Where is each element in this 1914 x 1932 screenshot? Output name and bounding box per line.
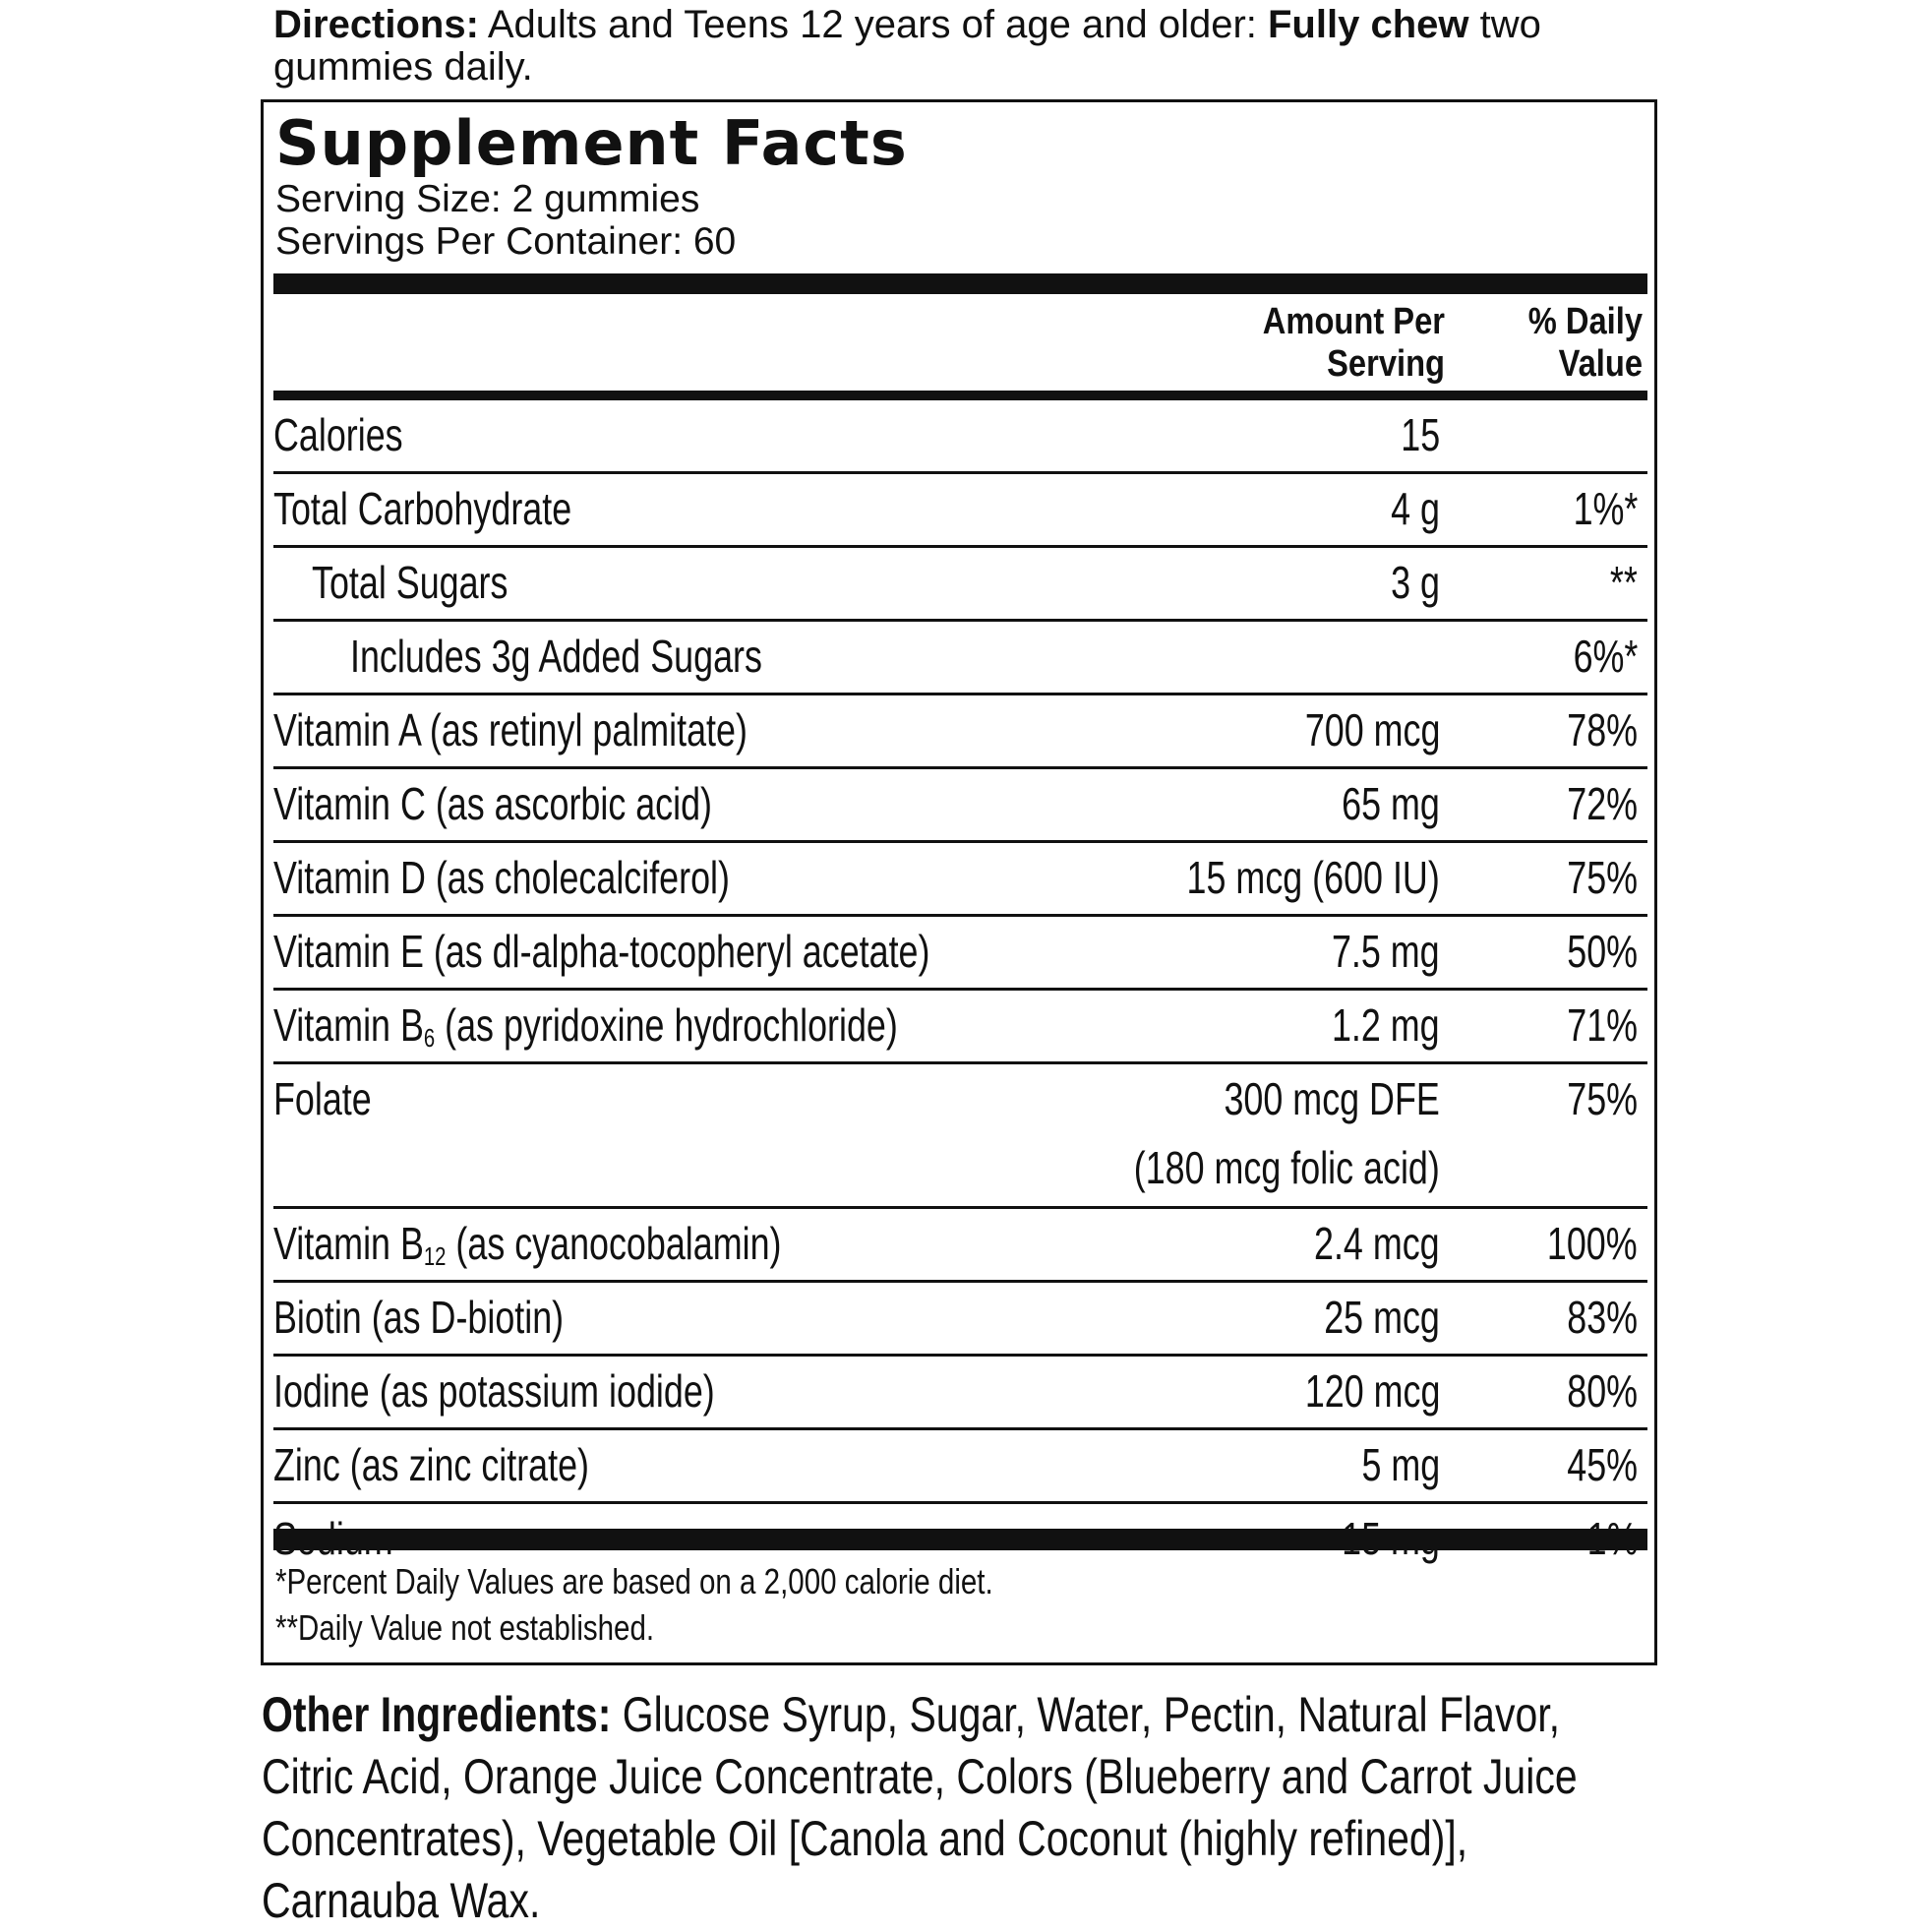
nutrient-amount-line1: 300 mcg DFE [1224,1073,1440,1124]
other-ingredients [262,1684,1617,1932]
nutrient-name-rest: (as cyanocobalamin) [446,1218,782,1269]
header-amount-line2: Serving [1327,343,1445,385]
directions-text-2: two gummies daily. [273,3,1541,89]
table-row [273,1209,1647,1283]
nutrient-name: Vitamin D (as cholecalciferol) [273,852,730,903]
divider-thick-top [273,273,1647,294]
nutrient-amount: 1.2 mg [1332,999,1440,1051]
table-row [273,622,1647,695]
nutrient-name-main: Vitamin B [273,999,424,1051]
nutrient-name-subscript: 6 [423,1023,436,1053]
directions-emphasis: Fully chew [1268,3,1469,46]
table-row [273,769,1647,843]
nutrient-amount: 5 mg [1361,1439,1440,1490]
nutrient-name-rest: (as pyridoxine hydrochloride) [435,999,898,1051]
nutrient-amount: 7.5 mg [1332,926,1440,977]
nutrient-amount: 2.4 mcg [1314,1218,1440,1269]
nutrient-daily-value: 80% [1567,1365,1638,1417]
table-row [273,548,1647,622]
header-amount-line1: Amount Per [1262,301,1445,342]
table-row [273,400,1647,474]
nutrient-daily-value: 45% [1567,1439,1638,1490]
nutrient-name: Vitamin A (as retinyl palmitate) [273,704,748,755]
table-row [273,695,1647,769]
nutrient-name: Iodine (as potassium iodide) [273,1365,715,1417]
table-row [273,1064,1647,1209]
facts-title: Supplement Facts [275,107,908,179]
table-row [273,1283,1647,1357]
nutrient-amount: 65 mg [1342,778,1440,829]
directions-text-1: Adults and Teens 12 years of age and older: [478,3,1268,46]
nutrient-name: Calories [273,409,403,460]
nutrient-amount: 15 mcg (600 IU) [1186,852,1440,903]
servings-per-container: Servings Per Container: 60 [275,220,737,263]
nutrient-daily-value: 71% [1567,999,1638,1051]
nutrient-daily-value: 83% [1567,1292,1638,1343]
supplement-facts-panel [261,99,1657,1665]
nutrient-name [273,1209,781,1278]
nutrient-name: Folate [273,1073,372,1124]
nutrient-name: Biotin (as D-biotin) [273,1292,565,1343]
nutrient-name: Includes 3g Added Sugars [350,631,762,682]
nutrient-amount: 120 mcg [1304,1365,1440,1417]
nutrient-daily-value: 6%* [1573,631,1638,682]
nutrient-amount: 700 mcg [1304,704,1440,755]
table-row [273,1357,1647,1430]
nutrient-daily-value: 72% [1567,778,1638,829]
nutrient-name: Vitamin E (as dl-alpha-tocopheryl acetate) [273,926,930,977]
table-row [273,917,1647,991]
nutrient-name: Vitamin C (as ascorbic acid) [273,778,713,829]
nutrient-name: Total Carbohydrate [273,483,572,534]
nutrient-amount [1134,1064,1440,1202]
nutrient-name [273,991,898,1059]
directions-text [273,4,1670,89]
nutrient-amount-line2: (180 mcg folic acid) [1133,1142,1440,1193]
table-row [273,474,1647,548]
nutrient-name-subscript: 12 [423,1241,447,1271]
header-daily-value [1473,301,1643,386]
header-amount-per-serving [1225,301,1445,386]
nutrient-name-main: Vitamin B [273,1218,424,1269]
nutrient-amount: 3 g [1391,557,1440,608]
footnote-not-established: **Daily Value not established. [275,1607,655,1648]
table-row [273,843,1647,917]
nutrient-daily-value: 50% [1567,926,1638,977]
footnotes [275,1558,993,1651]
nutrient-daily-value: 100% [1547,1218,1638,1269]
serving-size: Serving Size: 2 gummies [275,178,700,220]
footnote-daily-values: *Percent Daily Values are based on a 2,000 calorie diet. [275,1561,993,1601]
nutrient-amount: 4 g [1391,483,1440,534]
nutrient-name: Total Sugars [312,557,508,608]
nutrient-amount: 25 mcg [1324,1292,1440,1343]
ingredients-label: Other Ingredients: [262,1687,612,1742]
header-dv-line2: Value [1558,343,1643,385]
divider-medium [273,391,1647,400]
nutrient-table [273,400,1647,1575]
nutrient-amount: 15 [1401,409,1440,460]
nutrient-daily-value: ** [1610,557,1638,608]
ingredients-text: Glucose Syrup, Sugar, Water, Pectin, Natural Flavor, Citric Acid, Orange Juice Concentrate, Colors (Blueberry and Carrot Juice Concentrates), Vegetable Oil [Canola and Coconut (highly refined)], Carnauba Wax. [262,1687,1578,1928]
nutrient-daily-value: 78% [1567,704,1638,755]
table-row [273,1430,1647,1504]
nutrient-daily-value: 75% [1567,1073,1638,1124]
directions-label: Directions: [273,3,479,46]
nutrient-name: Zinc (as zinc citrate) [273,1439,589,1490]
nutrient-daily-value: 1%* [1573,483,1638,534]
table-row [273,991,1647,1064]
header-dv-line1: % Daily [1527,301,1643,342]
nutrient-daily-value: 75% [1567,852,1638,903]
divider-thick-bottom [273,1529,1647,1550]
